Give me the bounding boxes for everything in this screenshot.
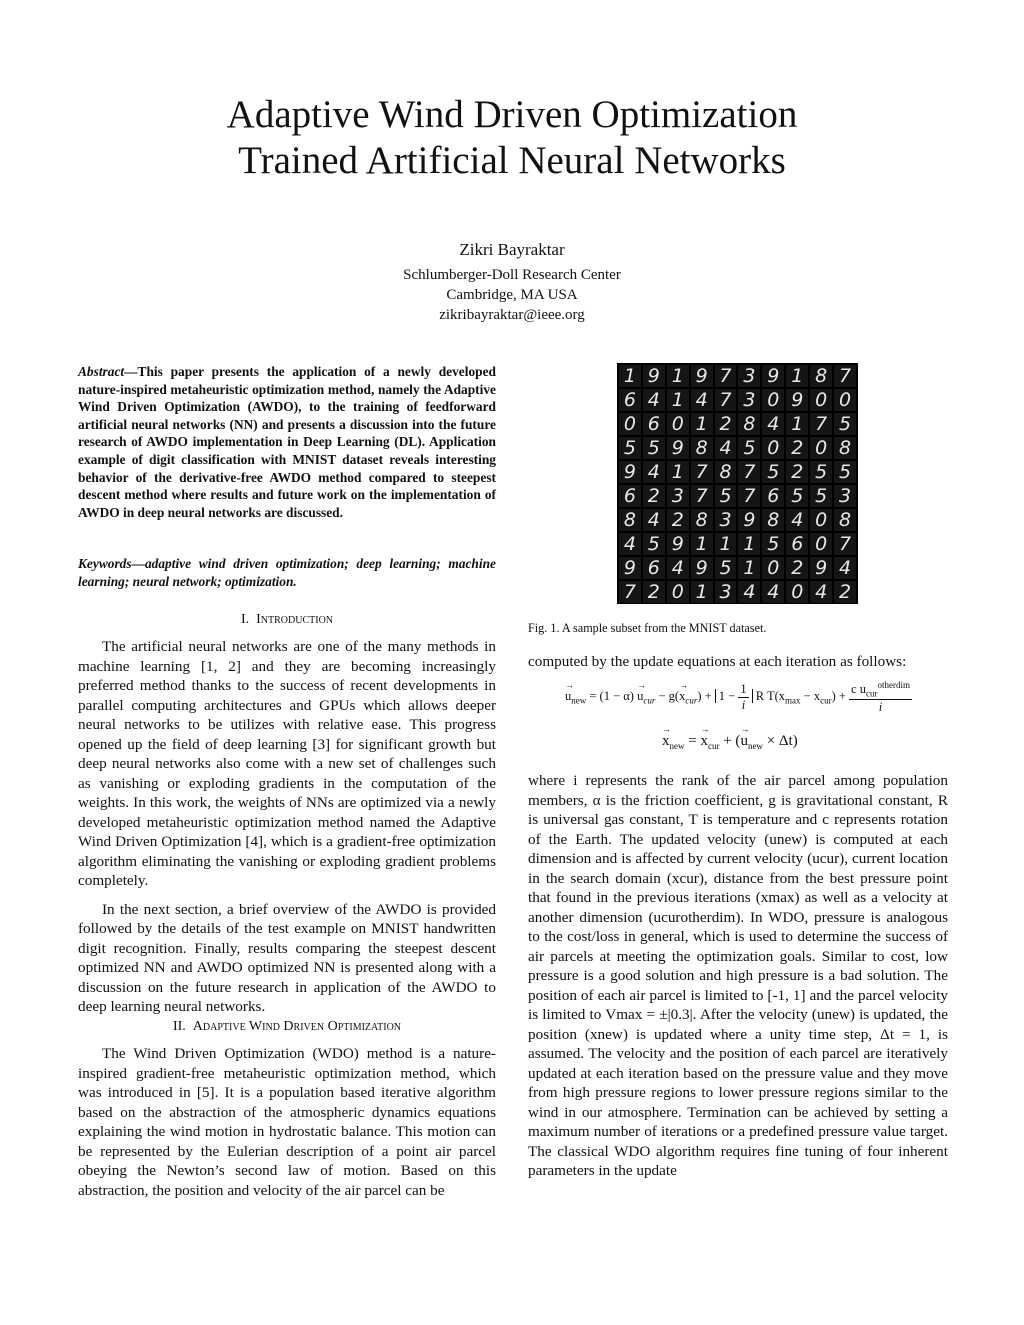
- section-1-body: [78, 637, 496, 1017]
- mnist-digit-cell: 3: [834, 485, 856, 507]
- mnist-digit-cell: 6: [643, 557, 665, 579]
- mnist-digit-cell: 4: [762, 581, 784, 603]
- mnist-digit-cell: 0: [810, 509, 832, 531]
- mnist-digit-cell: 4: [619, 533, 641, 555]
- mnist-digit-cell: 7: [810, 413, 832, 435]
- mnist-digit-cell: 7: [715, 389, 737, 411]
- section-2-title: Adaptive Wind Driven Optimization: [192, 1019, 402, 1034]
- mnist-digit-cell: 1: [786, 365, 808, 387]
- mnist-digit-cell: 1: [738, 533, 760, 555]
- mnist-digit-cell: 7: [619, 581, 641, 603]
- mnist-digit-cell: 5: [715, 557, 737, 579]
- mnist-digit-cell: 6: [619, 389, 641, 411]
- abstract: [78, 363, 496, 521]
- section-1-title: Introduction: [256, 612, 334, 627]
- mnist-digit-cell: 9: [810, 557, 832, 579]
- mnist-digit-cell: 3: [667, 485, 689, 507]
- mnist-digit-cell: 1: [715, 533, 737, 555]
- author-affiliation: Schlumberger-Doll Research Center: [403, 267, 621, 283]
- mnist-digit-cell: 8: [810, 365, 832, 387]
- right-body-text: where i represents the rank of the air parcel among population members, α is the friction coefficient, g is gravitational constant, R is universal gas constant, T is temperature and c represents rotation of the Earth. The updated velocity (unew) is computed at each dimension and is affected by current velocity (ucur), current location in the search domain (xcur), distance from the best pressure point that found in the previous iterations (xmax) as well as a velocity at another dimension (ucurotherdim). In WDO, pressure is analogous to the cost/loss in general, which is used to determine the success of air parcels at meeting the optimization goals. Similar to cost, low pressure is a good solution and high pressure is a bad solution. The position of each air parcel is limited to [-1, 1] and the parcel velocity is limited to Vmax = ±|0.3|. After the velocity (unew) is updated, the position (xnew) is updated where a unity time step, Δt = 1, is assumed. The velocity and the position of each parcel are iteratively updated at each iteration based on the pressure value and they move from high pressure regions to lower pressure regions similar to the wind in our atmosphere. Termination can be achieved by setting a maximum number of iterations or a predefined pressure value target. The classical WDO algorithm requires fine tuning of four inherent parameters in the update: [528, 772, 948, 1179]
- mnist-digit-cell: 1: [667, 365, 689, 387]
- mnist-digit-cell: 7: [738, 485, 760, 507]
- mnist-digit-cell: 0: [834, 389, 856, 411]
- mnist-digit-cell: 2: [786, 437, 808, 459]
- mnist-digit-cell: 8: [738, 413, 760, 435]
- mnist-digit-cell: 7: [691, 485, 713, 507]
- mnist-digit-cell: 7: [715, 365, 737, 387]
- mnist-sample-figure: [617, 363, 858, 604]
- mnist-digit-cell: 1: [691, 413, 713, 435]
- mnist-digit-cell: 0: [762, 389, 784, 411]
- mnist-digit-cell: 5: [762, 461, 784, 483]
- mnist-digit-cell: 9: [667, 437, 689, 459]
- mnist-digit-cell: 0: [810, 389, 832, 411]
- mnist-digit-cell: 4: [715, 437, 737, 459]
- mnist-digit-cell: 5: [810, 461, 832, 483]
- mnist-digit-cell: 8: [619, 509, 641, 531]
- mnist-digit-cell: 5: [738, 437, 760, 459]
- mnist-digit-cell: 2: [667, 509, 689, 531]
- mnist-digit-cell: 1: [691, 533, 713, 555]
- mnist-digit-cell: 8: [715, 461, 737, 483]
- section-1-heading: [78, 612, 496, 628]
- mnist-digit-cell: 0: [810, 533, 832, 555]
- mnist-digit-cell: 2: [834, 581, 856, 603]
- section-2-heading: [78, 1019, 496, 1035]
- author-location: Cambridge, MA USA: [446, 287, 578, 303]
- mnist-digit-cell: 9: [619, 461, 641, 483]
- mnist-digit-cell: 4: [786, 509, 808, 531]
- mnist-digit-cell: 2: [715, 413, 737, 435]
- mnist-digit-cell: 1: [691, 581, 713, 603]
- mnist-digit-cell: 0: [810, 437, 832, 459]
- mnist-digit-cell: 1: [786, 413, 808, 435]
- mnist-digit-cell: 0: [667, 581, 689, 603]
- title-line-1: Adaptive Wind Driven Optimization: [226, 93, 798, 136]
- position-update-equation: → $x_{new}$ = → $x_{cur}$ + (→ $u_{new} \times \Delta t$): [662, 733, 798, 751]
- mnist-digit-cell: 7: [738, 461, 760, 483]
- mnist-digit-cell: 1: [738, 557, 760, 579]
- mnist-digit-cell: 5: [834, 413, 856, 435]
- abstract-lead: Abstract: [78, 364, 125, 379]
- mnist-digit-cell: 4: [738, 581, 760, 603]
- mnist-digit-cell: 4: [762, 413, 784, 435]
- mnist-digit-cell: 7: [691, 461, 713, 483]
- mnist-digit-cell: 4: [643, 389, 665, 411]
- section-1-number: I.: [240, 612, 250, 627]
- paper-title: [0, 92, 1024, 184]
- mnist-digit-cell: 9: [643, 365, 665, 387]
- mnist-digit-cell: 1: [667, 461, 689, 483]
- mnist-digit-cell: 0: [619, 413, 641, 435]
- mnist-digit-cell: 2: [786, 557, 808, 579]
- mnist-digit-cell: 5: [762, 533, 784, 555]
- mnist-digit-cell: 3: [738, 365, 760, 387]
- mnist-digit-cell: 0: [762, 557, 784, 579]
- mnist-digit-cell: 0: [667, 413, 689, 435]
- section-2-number: II.: [172, 1019, 186, 1034]
- mnist-digit-cell: 9: [619, 557, 641, 579]
- mnist-digit-cell: 8: [834, 509, 856, 531]
- mnist-digit-cell: 5: [619, 437, 641, 459]
- mnist-digit-cell: 0: [786, 581, 808, 603]
- velocity-update-equation: → $u_{new} = (1 - \alpha) \to u_{cur} - g(\to x_{cur}) + 1$ − $\frac{1}{i}$ R $T(x_{max} - x_{cur})$ + $\frac{c u_{cur}^{otherdim}}{i}$: [565, 680, 925, 724]
- mnist-digit-cell: 6: [762, 485, 784, 507]
- mnist-digit-cell: 3: [715, 509, 737, 531]
- section-2-body: [78, 1044, 496, 1200]
- keywords: Keywords—adaptive wind driven optimization; deep learning; machine learning; neural network; optimization.: [78, 556, 496, 589]
- mnist-digit-cell: 5: [834, 461, 856, 483]
- mnist-digit-cell: 3: [715, 581, 737, 603]
- mnist-digit-cell: 5: [810, 485, 832, 507]
- mnist-digit-cell: 4: [667, 557, 689, 579]
- mnist-digit-cell: 8: [834, 437, 856, 459]
- mnist-digit-cell: 9: [762, 365, 784, 387]
- mnist-digit-cell: 9: [786, 389, 808, 411]
- abstract-text: —This paper presents the application of a newly developed nature-inspired metaheuristic optimization method, namely the Adaptive Wind Driven Optimization (AWDO), to the training of feedforward artificial neural networks (NN) and presents a discussion into the future research of AWDO implementation in Deep Learning (DL). Application example of digit classification with MNIST dataset reveals interesting behavior of the derivative-free AWDO method compared to steepest descent method where results and future work on the implementation of AWDO in deep neural networks are discussed.: [78, 364, 496, 520]
- mnist-digit-cell: 6: [786, 533, 808, 555]
- mnist-digit-cell: 9: [691, 557, 713, 579]
- mnist-digit-cell: 9: [691, 365, 713, 387]
- title-line-2: Trained Artificial Neural Networks: [238, 139, 786, 182]
- mnist-digit-cell: 2: [786, 461, 808, 483]
- section-1-paragraph-1: The artificial neural networks are one of the many methods in machine learning [1, 2] and they are becoming increasingly preferred method thanks to the success of recent developments in parallel computing architectures and GPUs which allows deeper neural networks to be utilizes with relative ease. This progress opened up the field of deep learning [3] for significant growth but deep neural networks also come with a new set of challenges such as vanishing or exploding gradients in the computation of the weights. In this work, the weights of NNs are optimized via a newly developed metaheuristic optimization method named the Adaptive Wind Driven Optimization [4], which is a gradient-free optimization algorithm eliminating the vanishing or exploding gradient problems completely.: [78, 638, 496, 889]
- right-intro-text: computed by the update equations at each iteration as follows:: [528, 653, 907, 670]
- mnist-digit-cell: 8: [691, 437, 713, 459]
- mnist-digit-cell: 9: [738, 509, 760, 531]
- mnist-digit-cell: 5: [715, 485, 737, 507]
- mnist-digit-cell: 4: [643, 461, 665, 483]
- mnist-digit-cell: 0: [762, 437, 784, 459]
- mnist-digit-cell: 8: [762, 509, 784, 531]
- mnist-digit-cell: 6: [619, 485, 641, 507]
- author-name: Zikri Bayraktar: [459, 240, 565, 259]
- section-2-paragraph-1: The Wind Driven Optimization (WDO) method is a nature-inspired gradient-free metaheuristic optimization method, which was introduced in [5]. It is a population based iterative algorithm based on the abstraction of the atmospheric dynamics equations explaining the wind motion in hydrostatic balance. This motion can be represented by the Eulerian description of a point air parcel obeying the Newton’s second law of motion. Based on this abstraction, the position and velocity of the air parcel can be: [78, 1045, 496, 1199]
- mnist-digit-cell: 7: [834, 533, 856, 555]
- author-email: zikribayraktar@ieee.org: [439, 307, 585, 323]
- mnist-digit-cell: 5: [786, 485, 808, 507]
- section-1-paragraph-2: In the next section, a brief overview of the AWDO is provided followed by the details of the test example on MNIST handwritten digit recognition. Finally, results comparing the steepest descent optimized NN and AWDO optimized NN is presented along with a discussion on the future research in application of the AWDO to deep learning neural networks.: [78, 900, 496, 1015]
- mnist-digit-cell: 6: [643, 413, 665, 435]
- mnist-digit-cell: 8: [691, 509, 713, 531]
- mnist-digit-cell: 2: [643, 581, 665, 603]
- mnist-digit-cell: 5: [643, 437, 665, 459]
- mnist-digit-cell: 5: [643, 533, 665, 555]
- mnist-digit-cell: 4: [810, 581, 832, 603]
- mnist-digit-cell: 9: [667, 533, 689, 555]
- mnist-digit-cell: 7: [834, 365, 856, 387]
- mnist-digit-cell: 1: [619, 365, 641, 387]
- mnist-digit-cell: 4: [834, 557, 856, 579]
- mnist-digit-cell: 4: [691, 389, 713, 411]
- mnist-digit-cell: 4: [643, 509, 665, 531]
- figure-caption: Fig. 1. A sample subset from the MNIST dataset.: [528, 621, 767, 635]
- mnist-digit-cell: 2: [643, 485, 665, 507]
- mnist-digit-cell: 1: [667, 389, 689, 411]
- mnist-digit-cell: 3: [738, 389, 760, 411]
